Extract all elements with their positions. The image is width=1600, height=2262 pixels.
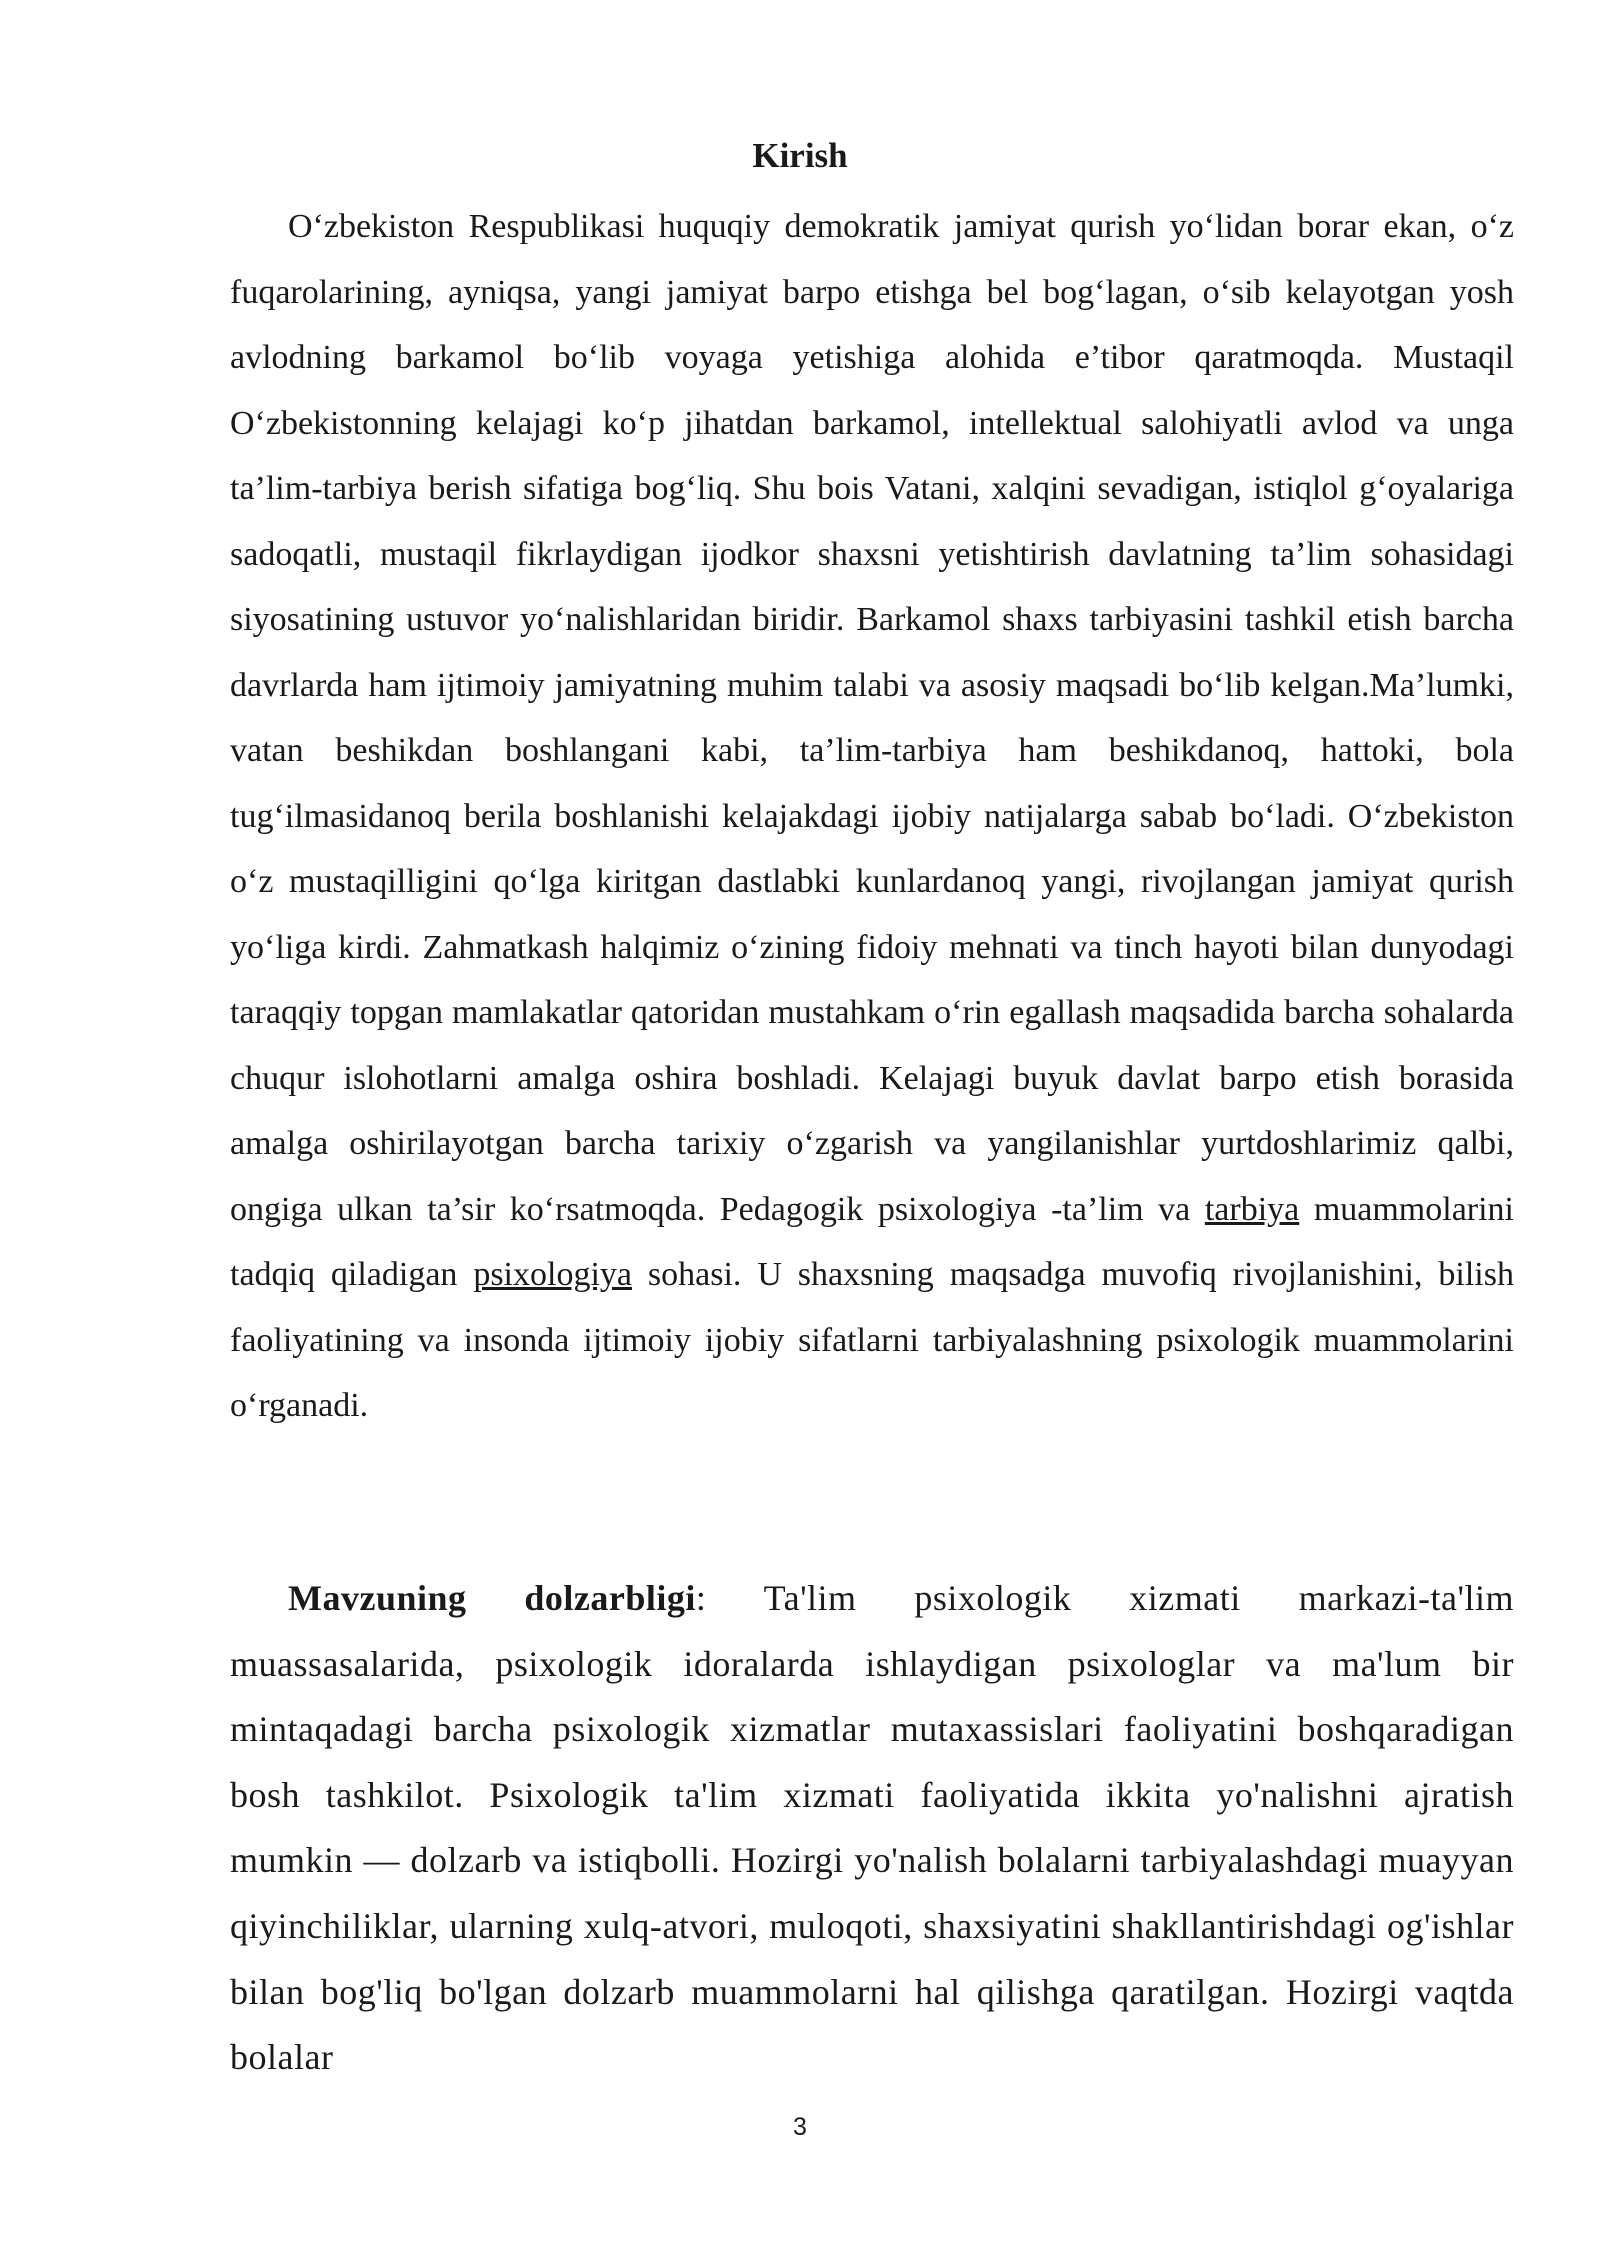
page-heading: Kirish <box>752 136 848 175</box>
relevance-text: Ta'lim psixologik xizmati markazi-ta'lim muassasalarida, psixologik idoralarda ishlaydigan psixologlar va ma'lum bir mintaqadagi barcha psixologik xizmatlar mutaxassislari faoliyatini boshqaradigan bosh tashkilot. Psixologik ta'lim xizmati faoliyatida ikkita yo'nalishni ajratish mumkin — dolzarb va istiqbolli. Hozirgi yo'nalish bolalarni tarbiyalashdagi muayyan qiyinchiliklar, ularning xulq-atvori, muloqoti, shaxsiyatini shakllantirishdagi og'ishlar bilan bog'liq bo'lgan dolzarb muammolarni hal qilishga qaratilgan. Hozirgi vaqtda bolalar <box>230 1578 1514 2078</box>
relevance-paragraph <box>230 1566 1514 2091</box>
tarbiya-link[interactable]: tarbiya <box>1204 1190 1300 1228</box>
psixologiya-link[interactable]: psixologiya <box>473 1256 632 1293</box>
relevance-lead: Mavzuning dolzarbligi <box>288 1578 696 1618</box>
page-number: 3 <box>793 2113 807 2141</box>
intro-text-part-3: sohasi. U shaxsning maqsadga muvofiq rivojlanishini, bilish faoliyatining va insonda ijtimoiy ijobiy sifatlarni tarbiyalashning psixologik muammolarini o‘rganadi. <box>230 1256 1514 1424</box>
intro-text-part-2: muammolarini tadqiq qiladigan <box>230 1190 1514 1293</box>
intro-paragraph <box>230 194 1514 1439</box>
relevance-colon: : <box>695 1578 707 1618</box>
intro-text-part-1: O‘zbekiston Respublikasi huquqiy demokratik jamiyat qurish yo‘lidan borar ekan, o‘z fuqarolarining, ayniqsa, yangi jamiyat barpo etishga bel bog‘lagan, o‘sib kelayotgan yosh avlodning barkamol bo‘lib voyaga yetishiga alohida e’tibor qaratmoqda. Mustaqil O‘zbekistonning kelajagi ko‘p jihatdan barkamol, intellektual salohiyatli avlod va unga ta’lim-tarbiya berish sifatiga bog‘liq. Shu bois Vatani, xalqini sevadigan, istiqlol g‘oyalariga sadoqatli, mustaqil fikrlaydigan ijodkor shaxsni yetishtirish davlatning ta’lim sohasidagi siyosatining ustuvor yo‘nalishlaridan biridir. Barkamol shaxs tarbiyasini tashkil etish barcha davrlarda ham ijtimoiy jamiyatning muhim talabi va asosiy maqsadi bo‘lib kelgan.Ma’lumki, vatan beshikdan boshlangani kabi, ta’lim-tarbiya ham beshikdanoq, hattoki, bola tug‘ilmasidanoq berila boshlanishi kelajakdagi ijobiy natijalarga sabab bo‘ladi. O‘zbekiston o‘z mustaqilligini qo‘lga kiritgan dastlabki kunlardanoq yangi, rivojlangan jamiyat qurish yo‘liga kirdi. Zahmatkash halqimiz o‘zining fidoiy mehnati va tinch hayoti bilan dunyodagi taraqqiy topgan mamlakatlar qatoridan mustahkam o‘rin egallash maqsadida barcha sohalarda chuqur islohotlarni amalga oshira boshladi. Kelajagi buyuk davlat barpo etish borasida amalga oshirilayotgan barcha tarixiy o‘zgarish va yangilanishlar yurtdoshlarimiz qalbi, ongiga ulkan ta’sir ko‘rsatmoqda. Pedagogik psixologiya -ta’lim va <box>230 208 1514 1228</box>
